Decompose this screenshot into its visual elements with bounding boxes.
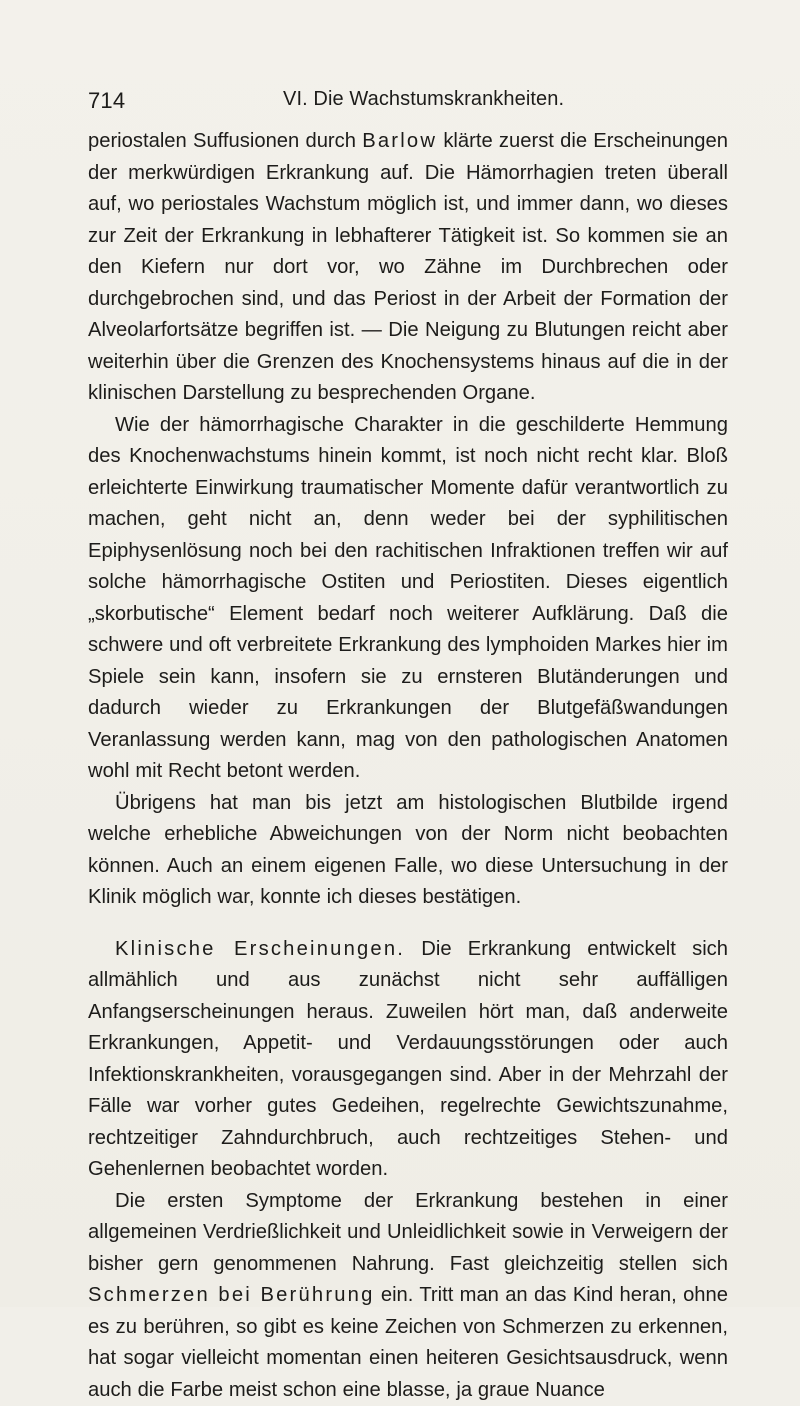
paragraph-barlow (88, 126, 728, 410)
section-heading: Klinische Erscheinungen. (115, 938, 405, 960)
paragraph-text: ein. Tritt man an das Kind heran, ohne es zu berühren, so gibt es keine Zeichen von Schmerzen zu erkennen, hat sogar vielleicht momentan einen heiteren Gesichtsausdruck, wenn auch die Farbe meist schon eine blasse, ja graue Nuance (88, 1284, 728, 1401)
paragraph-text: Wie der hämorrhagische Charakter in die geschilderte Hemmung des Knochenwachstums hinein kommt, ist noch nicht recht klar. Bloß erleichterte Einwirkung traumatischer Momente dafür verantwortlich zu machen, geht nicht an, denn weder bei der syphilitischen Epiphysenlösung noch bei den rachitischen Infraktionen treffen wir auf solche hämorrhagische Ostiten und Periostiten. Dieses eigentlich „skorbutische“ Element bedarf noch weiterer Aufklärung. Daß die schwere und oft verbreitete Erkrankung des lymphoiden Markes hier im Spiele sein kann, insofern sie zu ernsteren Blutänderungen und dadurch wieder zu Erkrankungen der Blutgefäßwandungen Veranlassung werden kann, mag von den pathologischen Anatomen wohl mit Recht betont werden. (88, 414, 728, 783)
emphasized-phrase: Schmerzen bei Berührung (88, 1284, 375, 1306)
paragraph-clinical-signs (88, 934, 728, 1186)
paragraph-hemorrhagic-character (88, 410, 728, 788)
main-text (88, 126, 728, 1406)
page-number: 714 (88, 88, 125, 114)
paragraph-text: Übrigens hat man bis jetzt am histologischen Blutbilde irgend welche erhebliche Abweichungen von der Norm nicht beobachten können. Auch an einem eigenen Falle, wo diese Untersuchung in der Klinik möglich war, konnte ich dieses bestätigen. (88, 792, 728, 909)
paragraph-text: Die Erkrankung entwickelt sich allmählich und aus zunächst nicht sehr auffälligen Anfangserscheinungen heraus. Zuweilen hört man, daß anderweite Erkrankungen, Appetit- und Verdauungsstörungen oder auch Infektionskrankheiten, vorausgegangen sind. Aber in der Mehrzahl der Fälle war vorher gutes Gedeihen, regelrechte Gewichtszunahme, rechtzeitiger Zahndurchbruch, auch rechtzeitiges Stehen- und Gehenlernen beobachtet worden. (88, 938, 728, 1181)
paragraph-first-symptoms (88, 1186, 728, 1406)
running-title: VI. Die Wachstumskrankheiten. (283, 88, 564, 111)
author-name: Barlow (362, 130, 437, 152)
paragraph-text: Die ersten Symptome der Erkrankung bestehen in einer allgemeinen Verdrießlichkeit und Unleidlichkeit sowie in Verweigern der bisher gern genommenen Nahrung. Fast gleichzeitig stellen sich (88, 1190, 728, 1275)
paragraph-text: periostalen Suffusionen durch (88, 130, 362, 152)
paragraph-text: klärte zuerst die Erscheinungen der merkwürdigen Erkrankung auf. Die Hämorrhagien treten überall auf, wo periostales Wachstum möglich ist, und immer dann, wo dieses zur Zeit der Erkrankung in lebhafterer Tätigkeit ist. So kommen sie an den Kiefern nur dort vor, wo Zähne im Durchbrechen oder durchgebrochen sind, und das Periost in der Arbeit der Formation der Alveolarfortsätze begriffen ist. — Die Neigung zu Blutungen reicht aber weiterhin über die Grenzen des Knochensystems hinaus auf die in der klinischen Darstellung zu besprechenden Organe. (88, 130, 728, 404)
paragraph-blood-picture (88, 788, 728, 914)
page-header (88, 88, 728, 122)
